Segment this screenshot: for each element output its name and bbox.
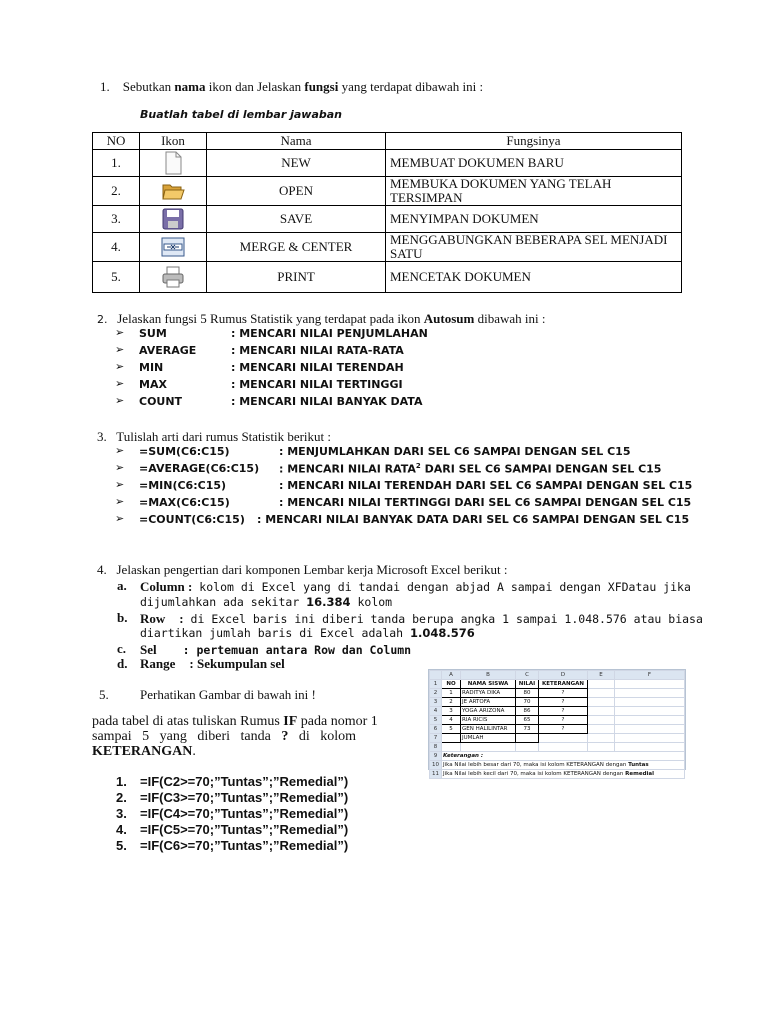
q4-d-term: Range xyxy=(140,656,176,671)
q3-formula: =COUNT(C6:C15) xyxy=(139,513,245,526)
excel-cell: 80 xyxy=(516,689,539,698)
excel-header-cell: NO xyxy=(442,680,461,689)
row-no: 3. xyxy=(93,206,140,233)
q5-para-line2 xyxy=(92,729,356,745)
excel-cell xyxy=(615,707,685,716)
arrow-bullet-icon: ➢ xyxy=(115,444,125,457)
excel-cell: ? xyxy=(539,725,588,734)
q4-a-label: a. xyxy=(117,578,127,593)
q4-a-line1 xyxy=(140,578,691,596)
q4-a-term: Column : xyxy=(140,579,193,594)
table-row xyxy=(93,262,682,293)
row-name: SAVE xyxy=(207,206,386,233)
save-floppy-icon xyxy=(161,207,185,231)
excel-row xyxy=(430,689,685,698)
printer-icon xyxy=(161,265,185,289)
excel-cell xyxy=(615,734,685,743)
excel-row xyxy=(430,725,685,734)
row-no: 2. xyxy=(93,177,140,206)
q5-para1-bold: IF xyxy=(283,714,298,729)
excel-cell: 5 xyxy=(442,725,461,734)
excel-row xyxy=(430,698,685,707)
q3-desc-superscript: 2 xyxy=(415,462,421,470)
arrow-bullet-icon: ➢ xyxy=(115,343,125,356)
q3-formula: =MIN(C6:C15) xyxy=(139,479,227,492)
q4-number: 4. xyxy=(97,562,107,577)
q5-para1-b: pada nomor 1 xyxy=(297,714,378,729)
excel-header-cell: KETERANGAN xyxy=(539,680,588,689)
excel-screenshot xyxy=(428,669,686,777)
row-func: MENCETAK DOKUMEN xyxy=(386,262,682,293)
excel-cell: 1 xyxy=(442,689,461,698)
row-no: 5. xyxy=(93,262,140,293)
answer-formula: =IF(C2>=70;”Tuntas”;”Remedial”) xyxy=(140,774,349,789)
excel-col-f: F xyxy=(615,671,685,680)
q3-desc: : MENCARI NILAI TERENDAH DARI SEL C6 SAMPAI DENGAN SEL C15 xyxy=(279,479,693,492)
q4-d-text: : Sekumpulan sel xyxy=(189,656,285,671)
arrow-bullet-icon: ➢ xyxy=(115,512,125,525)
header-nama: Nama xyxy=(207,133,386,150)
excel-cell: JE ARTOFA xyxy=(461,698,516,707)
q5-para2-a: sampai 5 yang diberi tanda xyxy=(92,729,282,744)
excel-row-number: 6 xyxy=(430,725,442,734)
q4-c-label: c. xyxy=(117,641,127,656)
excel-cell xyxy=(588,743,615,752)
excel-cell: 65 xyxy=(516,716,539,725)
excel-row xyxy=(430,680,685,689)
q4-instruction: Jelaskan pengertian dari komponen Lembar kerja Microsoft Excel berikut : xyxy=(116,562,508,577)
excel-cell: 70 xyxy=(516,698,539,707)
excel-cell xyxy=(615,689,685,698)
answer-formula: =IF(C3>=70;”Tuntas”;”Remedial”) xyxy=(140,790,349,805)
row-icon-cell xyxy=(140,233,207,262)
open-folder-icon xyxy=(161,179,185,203)
q4-b-bold: 1.048.576 xyxy=(410,626,475,640)
row-name: MERGE & CENTER xyxy=(207,233,386,262)
row-no: 1. xyxy=(93,150,140,177)
excel-col-b: B xyxy=(461,671,516,680)
excel-grid xyxy=(429,670,685,779)
q1-number: 1. xyxy=(100,79,110,94)
excel-row-number: 2 xyxy=(430,689,442,698)
q3-desc-part-a: : MENCARI NILAI RATA xyxy=(279,462,416,476)
q5-text xyxy=(99,687,316,703)
excel-cell xyxy=(615,725,685,734)
q1-instruction: Buatlah tabel di lembar jawaban xyxy=(140,108,342,121)
excel-row-number: 9 xyxy=(430,752,442,761)
q1-text-a: Sebutkan xyxy=(122,79,175,94)
q4-a-text3: kolom xyxy=(350,595,393,609)
excel-note-1 xyxy=(442,761,685,770)
q4-b-line2 xyxy=(140,626,475,640)
table-header-row xyxy=(93,133,682,150)
q3-formula: =MAX(C6:C15) xyxy=(139,496,230,509)
row-icon-cell xyxy=(140,206,207,233)
q5-para2-b: di kolom xyxy=(288,729,357,744)
q3-formula: =SUM(C6:C15) xyxy=(139,445,230,458)
arrow-bullet-icon: ➢ xyxy=(115,461,125,474)
excel-row-number: 7 xyxy=(430,734,442,743)
excel-row-number: 3 xyxy=(430,698,442,707)
q2-text-b: dibawah ini : xyxy=(474,311,546,326)
arrow-bullet-icon: ➢ xyxy=(115,377,125,390)
q4-c-term: Sel xyxy=(140,642,157,657)
icon-table xyxy=(92,132,682,293)
excel-cell: 3 xyxy=(442,707,461,716)
excel-cell: 73 xyxy=(516,725,539,734)
q4-a-bold: 16.384 xyxy=(306,595,351,609)
row-no: 4. xyxy=(93,233,140,262)
answer-formula: =IF(C4>=70;”Tuntas”;”Remedial”) xyxy=(140,806,349,821)
q3-text xyxy=(97,429,331,445)
q4-a-text: kolom di Excel yang di tandai dengan abjad A sampai dengan XFDatau jika xyxy=(192,580,691,594)
q2-item-name: SUM xyxy=(139,327,167,340)
header-ikon: Ikon xyxy=(140,133,207,150)
excel-row-number: 1 xyxy=(430,680,442,689)
q5-para3-bold: KETERANGAN xyxy=(92,744,193,759)
excel-note-1-bold: Tuntas xyxy=(628,762,649,768)
excel-col-e: E xyxy=(588,671,615,680)
excel-cell: ? xyxy=(539,689,588,698)
arrow-bullet-icon: ➢ xyxy=(115,326,125,339)
table-row xyxy=(93,206,682,233)
q3-desc xyxy=(279,462,661,476)
q2-bold-autosum: Autosum xyxy=(423,311,475,326)
q5-para-line3 xyxy=(92,744,196,760)
excel-cell xyxy=(615,743,685,752)
q4-d-label: d. xyxy=(117,656,128,671)
excel-cell: RIA RICIS xyxy=(461,716,516,725)
header-no: NO xyxy=(93,133,140,150)
arrow-bullet-icon: ➢ xyxy=(115,360,125,373)
answer-number: 4. xyxy=(116,822,127,837)
q4-c-text: : pertemuan antara Row dan Column xyxy=(182,643,412,657)
excel-cell xyxy=(442,734,461,743)
excel-col-d: D xyxy=(539,671,588,680)
excel-row xyxy=(430,761,685,770)
excel-row-number: 4 xyxy=(430,707,442,716)
excel-cell: YOGA ARIZONA xyxy=(461,707,516,716)
answer-number: 5. xyxy=(116,838,127,853)
excel-cell: GEN HALILINTAR xyxy=(461,725,516,734)
answer-number: 1. xyxy=(116,774,127,789)
header-fungsinya: Fungsinya xyxy=(386,133,682,150)
q4-b-text2: diartikan jumlah baris di Excel adalah xyxy=(140,626,411,640)
excel-col-c: C xyxy=(516,671,539,680)
excel-note-2 xyxy=(442,770,685,779)
answer-formula: =IF(C5>=70;”Tuntas”;”Remedial”) xyxy=(140,822,349,837)
q4-text xyxy=(97,562,507,578)
q2-item-name: MAX xyxy=(139,378,167,391)
table-row xyxy=(93,150,682,177)
row-name: NEW xyxy=(207,150,386,177)
excel-note-2-text: Jika Nilai lebih kecil dari 70, maka isi kolom KETERANGAN dengan xyxy=(443,771,626,777)
answer-number: 3. xyxy=(116,806,127,821)
q1-text-b: ikon dan Jelaskan xyxy=(205,79,305,94)
excel-row xyxy=(430,770,685,779)
q2-item-name: AVERAGE xyxy=(139,344,197,357)
row-name: OPEN xyxy=(207,177,386,206)
q5-number: 5. xyxy=(99,687,109,702)
excel-corner xyxy=(430,671,442,680)
excel-cell xyxy=(615,716,685,725)
excel-cell xyxy=(615,680,685,689)
row-func: MENGGABUNGKAN BEBERAPA SEL MENJADI SATU xyxy=(386,233,682,262)
merge-center-icon xyxy=(161,235,185,259)
q5-para1-a: pada tabel di atas tuliskan Rumus xyxy=(92,714,284,729)
excel-cell xyxy=(588,725,615,734)
row-icon-cell xyxy=(140,262,207,293)
q3-desc: : MENCARI NILAI BANYAK DATA DARI SEL C6 SAMPAI DENGAN SEL C15 xyxy=(257,513,690,526)
q3-desc-part-b: DARI SEL C6 SAMPAI DENGAN SEL C15 xyxy=(420,462,662,476)
excel-cell: 2 xyxy=(442,698,461,707)
excel-row-number: 11 xyxy=(430,770,442,779)
excel-cell xyxy=(539,734,588,743)
excel-row xyxy=(430,743,685,752)
q4-a-text2: dijumlahkan ada sekitar xyxy=(140,595,307,609)
excel-cell: RADITYA DIKA xyxy=(461,689,516,698)
excel-cell xyxy=(615,698,685,707)
q4-d-line xyxy=(140,656,285,672)
excel-cell xyxy=(588,716,615,725)
excel-jumlah-cell: JUMLAH xyxy=(461,734,516,743)
arrow-bullet-icon: ➢ xyxy=(115,495,125,508)
q4-a-line2 xyxy=(140,595,392,609)
excel-row-number: 10 xyxy=(430,761,442,770)
q1-bold-nama: nama xyxy=(174,79,206,94)
excel-note-2-bold: Remedial xyxy=(625,771,654,777)
excel-cell xyxy=(516,743,539,752)
row-name: PRINT xyxy=(207,262,386,293)
excel-header-cell: NAMA SISWA xyxy=(461,680,516,689)
excel-cell: 86 xyxy=(516,707,539,716)
q1-text xyxy=(100,79,483,95)
q2-item-desc: : MENCARI NILAI TERTINGGI xyxy=(231,378,403,391)
row-func: MENYIMPAN DOKUMEN xyxy=(386,206,682,233)
excel-cell: ? xyxy=(539,716,588,725)
q3-number: 3. xyxy=(97,429,107,444)
row-icon-cell xyxy=(140,150,207,177)
q5-para3-b: . xyxy=(192,744,196,759)
excel-row-number: 8 xyxy=(430,743,442,752)
q2-text-a: Jelaskan fungsi 5 Rumus Statistik yang terdapat pada ikon xyxy=(117,311,424,326)
row-func: MEMBUAT DOKUMEN BARU xyxy=(386,150,682,177)
q2-item-desc: : MENCARI NILAI PENJUMLAHAN xyxy=(231,327,428,340)
excel-cell xyxy=(442,743,461,752)
arrow-bullet-icon: ➢ xyxy=(115,478,125,491)
excel-cell: 4 xyxy=(442,716,461,725)
answer-number: 2. xyxy=(116,790,127,805)
q2-item-desc: : MENCARI NILAI TERENDAH xyxy=(231,361,404,374)
q1-bold-fungsi: fungsi xyxy=(304,79,339,94)
excel-row xyxy=(430,716,685,725)
q1-text-c: yang terdapat dibawah ini : xyxy=(338,79,484,94)
q5-instruction: Perhatikan Gambar di bawah ini ! xyxy=(140,687,316,702)
excel-row xyxy=(430,734,685,743)
arrow-bullet-icon: ➢ xyxy=(115,394,125,407)
q2-number: 2. xyxy=(97,313,108,326)
q3-desc: : MENJUMLAHKAN DARI SEL C6 SAMPAI DENGAN SEL C15 xyxy=(279,445,631,458)
q4-b-term: Row xyxy=(140,611,166,626)
excel-row-number: 5 xyxy=(430,716,442,725)
row-icon-cell xyxy=(140,177,207,206)
q2-text xyxy=(97,311,546,327)
row-func: MEMBUKA DOKUMEN YANG TELAH TERSIMPAN xyxy=(386,177,682,206)
table-row xyxy=(93,233,682,262)
excel-cell xyxy=(461,743,516,752)
excel-cell xyxy=(588,698,615,707)
new-document-icon xyxy=(161,151,185,175)
excel-row xyxy=(430,752,685,761)
q4-b-label: b. xyxy=(117,610,128,625)
excel-cell xyxy=(588,680,615,689)
excel-cell xyxy=(588,689,615,698)
q5-para2-bold: ? xyxy=(281,729,289,744)
q3-instruction: Tulislah arti dari rumus Statistik berikut : xyxy=(116,429,332,444)
table-row xyxy=(93,177,682,206)
excel-column-header-row xyxy=(430,671,685,680)
excel-cell: ? xyxy=(539,698,588,707)
excel-col-a: A xyxy=(442,671,461,680)
excel-note-1-text: Jika Nilai lebih besar dari 70, maka isi kolom KETERANGAN dengan xyxy=(443,762,629,768)
q5-para-line1 xyxy=(92,714,378,730)
excel-cell xyxy=(516,734,539,743)
excel-cell: ? xyxy=(539,707,588,716)
excel-row xyxy=(430,707,685,716)
excel-keterangan-label: Keterangan : xyxy=(442,752,685,761)
q4-b-colon: : xyxy=(179,611,184,626)
q2-item-name: MIN xyxy=(139,361,164,374)
q2-item-desc: : MENCARI NILAI BANYAK DATA xyxy=(231,395,423,408)
answer-formula: =IF(C6>=70;”Tuntas”;”Remedial”) xyxy=(140,838,349,853)
q3-desc: : MENCARI NILAI TERTINGGI DARI SEL C6 SAMPAI DENGAN SEL C15 xyxy=(279,496,692,509)
excel-cell xyxy=(588,707,615,716)
q4-b-text: di Excel baris ini diberi tanda berupa angka 1 sampai 1.048.576 atau biasa xyxy=(183,612,703,626)
excel-header-cell: NILAI xyxy=(516,680,539,689)
q2-item-name: COUNT xyxy=(139,395,183,408)
q3-formula: =AVERAGE(C6:C15) xyxy=(139,462,260,475)
q2-item-desc: : MENCARI NILAI RATA-RATA xyxy=(231,344,404,357)
excel-cell xyxy=(588,734,615,743)
excel-cell xyxy=(539,743,588,752)
